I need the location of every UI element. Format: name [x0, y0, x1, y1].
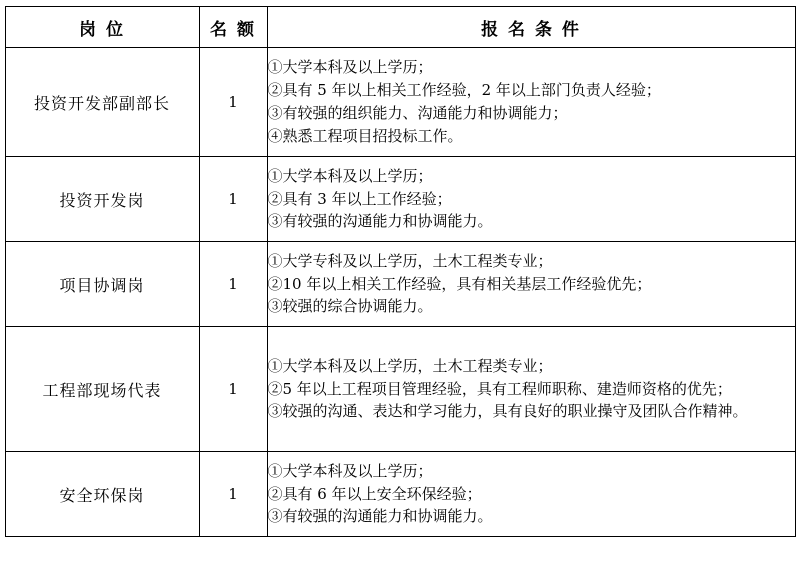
cell-conditions [267, 327, 795, 452]
cell-post: 投资开发部副部长 [5, 48, 199, 157]
condition-line: ③有较强的沟通能力和协调能力。 [267, 212, 493, 231]
cell-conditions [267, 48, 795, 157]
recruitment-table [5, 6, 796, 537]
cell-post: 项目协调岗 [5, 242, 199, 327]
table-row [5, 48, 795, 157]
column-header-quota: 名 额 [199, 7, 267, 48]
condition-line: ②5 年以上工程项目管理经验，具有工程师职称、建造师资格的优先； [267, 379, 732, 398]
table-row [5, 242, 795, 327]
column-header-conditions: 报 名 条 件 [267, 7, 795, 48]
cell-quota: 1 [199, 242, 267, 327]
table-row [5, 327, 795, 452]
cell-post: 投资开发岗 [5, 157, 199, 242]
cell-conditions [267, 242, 795, 327]
cell-quota: 1 [199, 157, 267, 242]
cell-post: 工程部现场代表 [5, 327, 199, 452]
table-header [5, 7, 795, 48]
condition-line: ③较强的沟通、表达和学习能力，具有良好的职业操守及团队合作精神。 [267, 402, 748, 421]
condition-line: ①大学专科及以上学历，土木工程类专业； [267, 251, 553, 270]
cell-quota: 1 [199, 327, 267, 452]
condition-line: ①大学本科及以上学历； [267, 461, 433, 480]
condition-line: ③较强的综合协调能力。 [267, 297, 433, 316]
column-header-post: 岗 位 [5, 7, 199, 48]
condition-line: ①大学本科及以上学历； [267, 166, 433, 185]
condition-line: ③有较强的沟通能力和协调能力。 [267, 507, 493, 526]
cell-conditions [267, 157, 795, 242]
condition-line: ②具有 5 年以上相关工作经验，2 年以上部门负责人经验； [267, 81, 661, 100]
cell-conditions [267, 452, 795, 537]
condition-line: ①大学本科及以上学历； [267, 58, 433, 77]
table-body [5, 48, 795, 537]
condition-line: ②具有 3 年以上工作经验； [267, 189, 452, 208]
condition-line: ①大学本科及以上学历，土木工程类专业； [267, 356, 553, 375]
cell-quota: 1 [199, 452, 267, 537]
cell-post: 安全环保岗 [5, 452, 199, 537]
table-header-row [5, 7, 795, 48]
condition-line: ②10 年以上相关工作经验，具有相关基层工作经验优先； [267, 274, 652, 293]
condition-line: ②具有 6 年以上安全环保经验； [267, 484, 482, 503]
condition-line: ④熟悉工程项目招投标工作。 [267, 126, 463, 145]
condition-line: ③有较强的组织能力、沟通能力和协调能力； [267, 104, 568, 122]
table-row [5, 157, 795, 242]
cell-quota: 1 [199, 48, 267, 157]
table-row [5, 452, 795, 537]
